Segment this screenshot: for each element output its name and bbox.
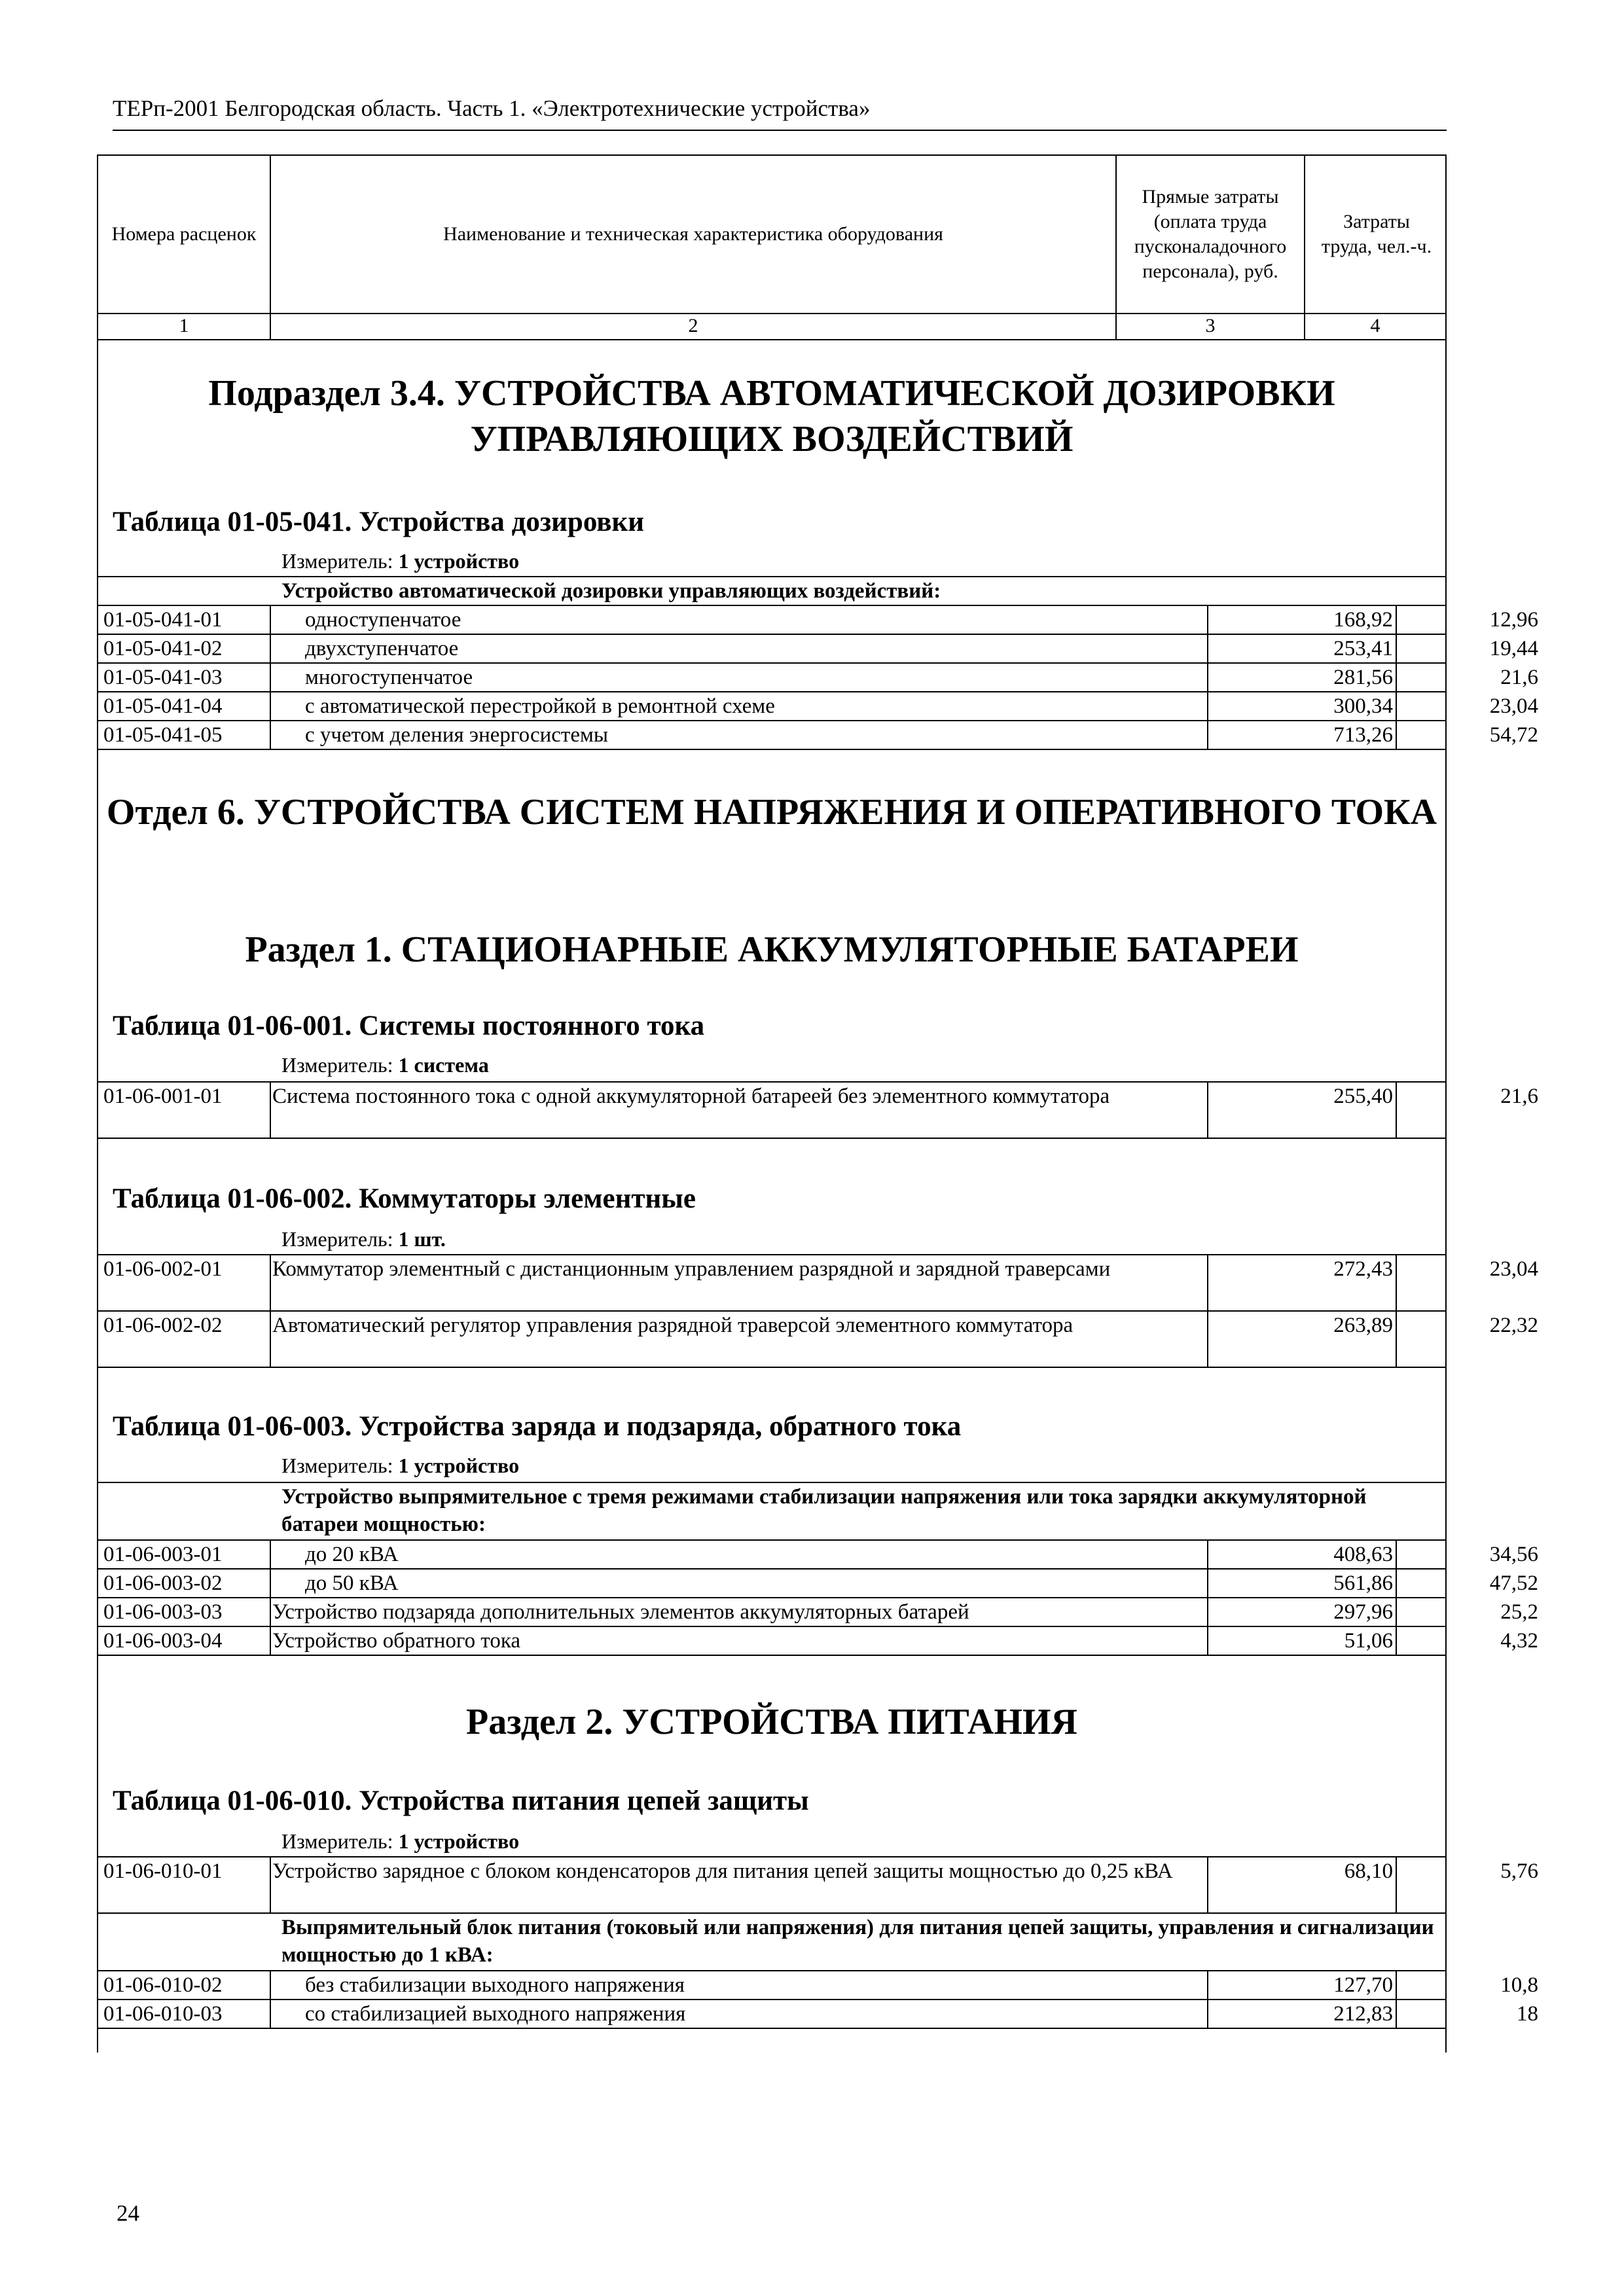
row-name: Коммутатор элементный с дистанционным управлением разрядной и зарядной траверсами bbox=[272, 1257, 1111, 1281]
table-title-01-05-041: Таблица 01-05-041. Устройства дозировки bbox=[113, 507, 645, 537]
row-name: до 50 кВА bbox=[305, 1571, 399, 1595]
unit-01-06-003 bbox=[281, 1452, 519, 1479]
row-code: 01-06-002-01 bbox=[103, 1257, 223, 1281]
row-cost: 408,63 bbox=[1333, 1543, 1393, 1566]
row-labor: 12,96 bbox=[1489, 608, 1538, 632]
row-code: 01-06-003-03 bbox=[103, 1600, 223, 1624]
row-cost: 255,40 bbox=[1333, 1085, 1393, 1108]
row-labor: 54,72 bbox=[1489, 723, 1538, 747]
row-labor: 4,32 bbox=[1500, 1629, 1538, 1653]
row-cost: 168,92 bbox=[1333, 608, 1393, 632]
row-name: многоступенчатое bbox=[305, 666, 473, 689]
row-cost: 300,34 bbox=[1333, 694, 1393, 718]
column-header-labor: Затраты труда, чел.-ч. bbox=[1321, 211, 1432, 257]
section-2-title: Раздел 2. УСТРОЙСТВА ПИТАНИЯ bbox=[466, 1702, 1077, 1742]
group-label-01-06-010: Выпрямительный блок питания (токовый или напряжения) для питания цепей защиты, управления и сигнализации мощностью до 1 кВА: bbox=[281, 1916, 1434, 1967]
row-cost: 51,06 bbox=[1344, 1629, 1393, 1653]
row-cost: 127,70 bbox=[1333, 1973, 1393, 1997]
row-labor: 18 bbox=[1517, 2002, 1538, 2026]
row-name: со стабилизацией выходного напряжения bbox=[305, 2002, 686, 2026]
table-title-01-06-002: Таблица 01-06-002. Коммутаторы элементные bbox=[113, 1183, 696, 1214]
row-name: Устройство обратного тока bbox=[272, 1629, 521, 1653]
row-name: Устройство зарядное с блоком конденсаторов для питания цепей защиты мощностью до 0,25 кВА bbox=[272, 1859, 1173, 1883]
row-code: 01-06-003-04 bbox=[103, 1629, 223, 1653]
row-code: 01-06-010-01 bbox=[103, 1859, 223, 1883]
page-number: 24 bbox=[117, 2200, 139, 2226]
unit-value: 1 устройство bbox=[398, 549, 520, 573]
unit-01-06-001 bbox=[281, 1051, 489, 1079]
row-name: Система постоянного тока с одной аккумуляторной батареей без элементного коммутатора bbox=[272, 1085, 1110, 1108]
row-name: с учетом деления энергосистемы bbox=[305, 723, 609, 747]
unit-label: Измеритель: bbox=[281, 1053, 393, 1077]
unit-value: 1 шт. bbox=[398, 1227, 446, 1251]
row-cost: 561,86 bbox=[1333, 1571, 1393, 1595]
row-labor: 19,44 bbox=[1489, 637, 1538, 660]
column-number-4: 4 bbox=[1370, 315, 1380, 336]
row-cost: 272,43 bbox=[1333, 1257, 1393, 1281]
unit-value: 1 устройство bbox=[398, 1454, 520, 1477]
unit-value: 1 устройство bbox=[398, 1829, 520, 1853]
row-cost: 253,41 bbox=[1333, 637, 1393, 660]
unit-01-05-041 bbox=[281, 547, 519, 575]
row-labor: 47,52 bbox=[1489, 1571, 1538, 1595]
column-header-cost: Прямые затраты (оплата труда пусконаладочного персонала), руб. bbox=[1134, 186, 1287, 282]
row-code: 01-06-001-01 bbox=[103, 1085, 223, 1108]
row-labor: 34,56 bbox=[1489, 1543, 1538, 1566]
unit-label: Измеритель: bbox=[281, 549, 393, 573]
row-code: 01-06-010-02 bbox=[103, 1973, 223, 1997]
column-header-codes: Номера расценок bbox=[111, 223, 257, 245]
column-number-2: 2 bbox=[688, 315, 698, 336]
row-labor: 25,2 bbox=[1500, 1600, 1538, 1624]
row-code: 01-05-041-04 bbox=[103, 694, 223, 718]
row-code: 01-06-003-02 bbox=[103, 1571, 223, 1595]
division-6-title: Отдел 6. УСТРОЙСТВА СИСТЕМ НАПРЯЖЕНИЯ И ОПЕРАТИВНОГО ТОКА bbox=[106, 792, 1437, 833]
unit-01-06-002 bbox=[281, 1225, 446, 1253]
unit-01-06-010 bbox=[281, 1827, 519, 1855]
unit-value: 1 система bbox=[398, 1053, 489, 1077]
row-code: 01-05-041-01 bbox=[103, 608, 223, 632]
row-cost: 713,26 bbox=[1333, 723, 1393, 747]
row-cost: 68,10 bbox=[1344, 1859, 1393, 1883]
row-name: Автоматический регулятор управления разрядной траверсой элементного коммутатора bbox=[272, 1314, 1074, 1337]
row-code: 01-05-041-02 bbox=[103, 637, 223, 660]
row-cost: 297,96 bbox=[1333, 1600, 1393, 1624]
row-name: до 20 кВА bbox=[305, 1543, 399, 1566]
row-name: без стабилизации выходного напряжения bbox=[305, 1973, 685, 1997]
row-labor: 22,32 bbox=[1489, 1314, 1538, 1337]
row-code: 01-06-003-01 bbox=[103, 1543, 223, 1566]
row-code: 01-05-041-03 bbox=[103, 666, 223, 689]
column-number-1: 1 bbox=[179, 315, 189, 336]
row-cost: 281,56 bbox=[1333, 666, 1393, 689]
group-label-01-05-041: Устройство автоматической дозировки управляющих воздействий: bbox=[281, 579, 941, 603]
table-title-01-06-001: Таблица 01-06-001. Системы постоянного тока bbox=[113, 1011, 705, 1041]
group-label-01-06-003: Устройство выпрямительное с тремя режимами стабилизации напряжения или тока зарядки аккумуляторной батареи мощностью: bbox=[281, 1485, 1367, 1536]
column-number-3: 3 bbox=[1205, 315, 1216, 336]
row-code: 01-05-041-05 bbox=[103, 723, 223, 747]
row-labor: 21,6 bbox=[1500, 1085, 1538, 1108]
table-title-01-06-010: Таблица 01-06-010. Устройства питания цепей защиты bbox=[113, 1785, 809, 1816]
row-cost: 263,89 bbox=[1333, 1314, 1393, 1337]
price-table bbox=[97, 154, 1538, 2053]
row-labor: 23,04 bbox=[1489, 1257, 1538, 1281]
unit-label: Измеритель: bbox=[281, 1454, 393, 1477]
row-name: Устройство подзаряда дополнительных элементов аккумуляторных батарей bbox=[272, 1600, 969, 1624]
row-labor: 23,04 bbox=[1489, 694, 1538, 718]
section-1-title: Раздел 1. СТАЦИОНАРНЫЕ АККУМУЛЯТОРНЫЕ БАТАРЕИ bbox=[245, 929, 1299, 970]
subsection-3-4-title: Подраздел 3.4. УСТРОЙСТВА АВТОМАТИЧЕСКОЙ ДОЗИРОВКИ УПРАВЛЯЮЩИХ ВОЗДЕЙСТВИЙ bbox=[208, 373, 1335, 459]
row-code: 01-06-010-03 bbox=[103, 2002, 223, 2026]
column-header-name: Наименование и техническая характеристика оборудования bbox=[443, 223, 943, 245]
unit-label: Измеритель: bbox=[281, 1227, 393, 1251]
unit-label: Измеритель: bbox=[281, 1829, 393, 1853]
row-cost: 212,83 bbox=[1333, 2002, 1393, 2026]
row-labor: 10,8 bbox=[1500, 1973, 1538, 1997]
row-name: одноступенчатое bbox=[305, 608, 461, 632]
row-name: двухступенчатое bbox=[305, 637, 459, 660]
row-labor: 5,76 bbox=[1500, 1859, 1538, 1883]
row-name: с автоматической перестройкой в ремонтной схеме bbox=[305, 694, 775, 718]
table-title-01-06-003: Таблица 01-06-003. Устройства заряда и подзаряда, обратного тока bbox=[113, 1411, 962, 1442]
page-header: ТЕРп-2001 Белгородская область. Часть 1. «Электротехнические устройства» bbox=[113, 93, 1447, 131]
row-code: 01-06-002-02 bbox=[103, 1314, 223, 1337]
row-labor: 21,6 bbox=[1500, 666, 1538, 689]
